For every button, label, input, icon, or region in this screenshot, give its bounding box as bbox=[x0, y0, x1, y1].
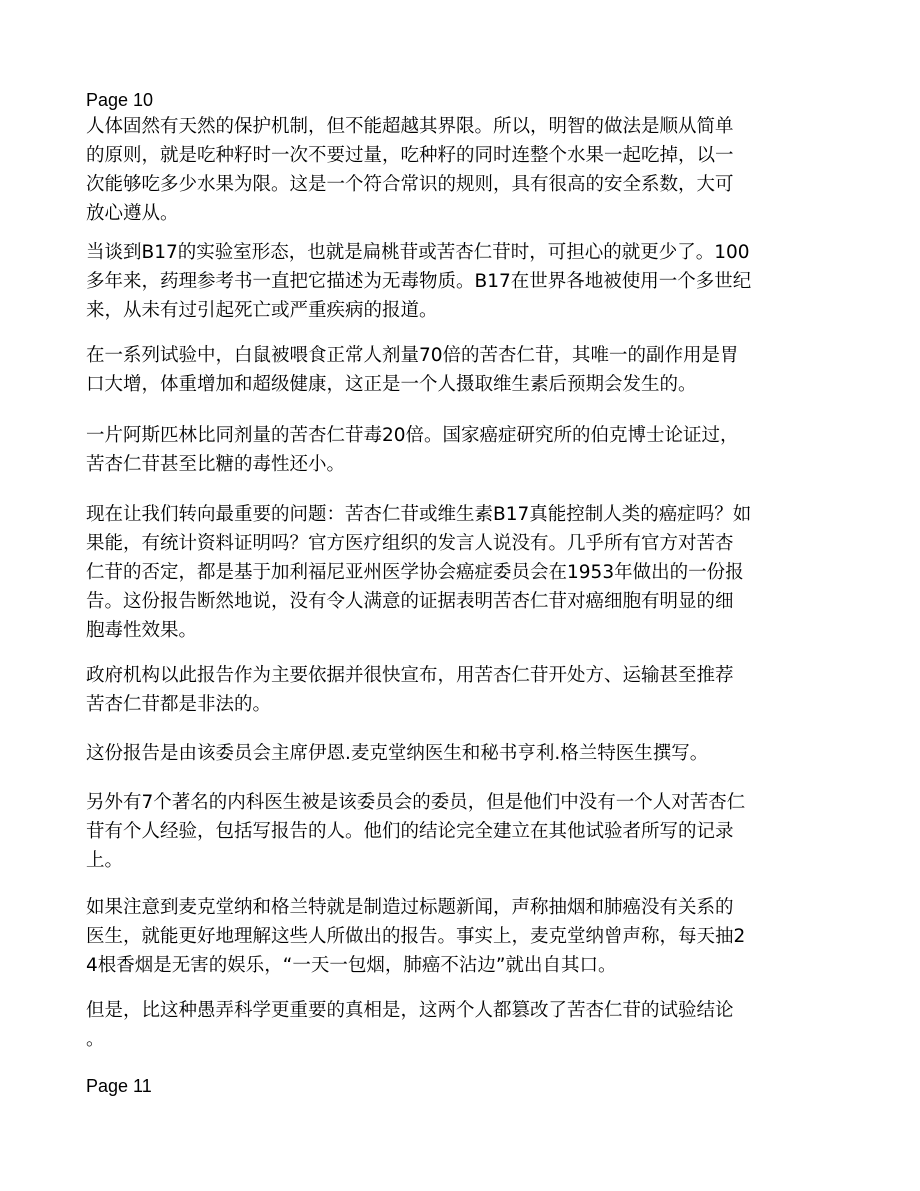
paragraph-8 bbox=[86, 788, 832, 875]
paragraph-6 bbox=[86, 661, 832, 719]
text-line: 4根香烟是无害的娱乐，“一天一包烟，肺癌不沾边”就出自其口。 bbox=[86, 955, 617, 976]
paragraph-5 bbox=[86, 500, 832, 645]
text-line: 苦杏仁苷甚至比糖的毒性还小。 bbox=[86, 454, 346, 475]
text-line: 另外有7个著名的内科医生被是该委员会的委员，但是他们中没有一个人对苦杏仁 bbox=[86, 792, 746, 813]
text-line: 现在让我们转向最重要的问题：苦杏仁苷或维生素B17真能控制人类的癌症吗？如 bbox=[86, 504, 752, 525]
page-marker-11: Page 11 bbox=[86, 1076, 152, 1096]
text-line: 当谈到B17的实验室形态，也就是扁桃苷或苦杏仁苷时，可担心的就更少了。100 bbox=[86, 242, 750, 263]
text-line: 在一系列试验中，白鼠被喂食正常人剂量70倍的苦杏仁苷，其唯一的副作用是胃 bbox=[86, 345, 739, 366]
text-line: 次能够吃多少水果为限。这是一个符合常识的规则，具有很高的安全系数，大可 bbox=[86, 174, 734, 195]
paragraph-3 bbox=[86, 341, 832, 399]
text-line: 果能，有统计资料证明吗？官方医疗组织的发言人说没有。几乎所有官方对苦杏 bbox=[86, 533, 734, 554]
page-marker-10: Page 10 bbox=[86, 90, 154, 110]
text-line: 苦杏仁苷都是非法的。 bbox=[86, 694, 272, 715]
text-line: 的原则，就是吃种籽时一次不要过量，吃种籽的同时连整个水果一起吃掉，以一 bbox=[86, 145, 734, 166]
text-line: 多年来，药理参考书一直把它描述为无毒物质。B17在世界各地被使用一个多世纪 bbox=[86, 271, 752, 292]
text-line: 人体固然有天然的保护机制，但不能超越其界限。所以，明智的做法是顺从简单 bbox=[86, 116, 734, 137]
text-line: 一片阿斯匹林比同剂量的苦杏仁苷毒20倍。国家癌症研究所的伯克博士论证过， bbox=[86, 425, 739, 446]
text-line: 医生，就能更好地理解这些人所做出的报告。事实上，麦克堂纳曾声称，每天抽2 bbox=[86, 926, 746, 947]
text-line: 来，从未有过引起死亡或严重疾病的报道。 bbox=[86, 300, 438, 321]
paragraph-7 bbox=[86, 739, 832, 768]
paragraph-1 bbox=[86, 112, 832, 228]
text-line: 这份报告是由该委员会主席伊恩.麦克堂纳医生和秘书亨利.格兰特医生撰写。 bbox=[86, 743, 709, 764]
text-line: 如果注意到麦克堂纳和格兰特就是制造过标题新闻，声称抽烟和肺癌没有关系的 bbox=[86, 897, 734, 918]
paragraph-9 bbox=[86, 893, 832, 980]
text-line: 告。这份报告断然地说，没有令人满意的证据表明苦杏仁苷对癌细胞有明显的细 bbox=[86, 591, 734, 612]
text-line: 但是，比这种愚弄科学更重要的真相是，这两个人都篡改了苦杏仁苷的试验结论 bbox=[86, 1000, 734, 1021]
text-line: 仁苷的否定，都是基于加利福尼亚州医学协会癌症委员会在1953年做出的一份报 bbox=[86, 562, 744, 583]
paragraph-2 bbox=[86, 238, 832, 325]
paragraph-10 bbox=[86, 996, 832, 1054]
text-line: 口大增，体重增加和超级健康，这正是一个人摄取维生素后预期会发生的。 bbox=[86, 374, 697, 395]
paragraph-4 bbox=[86, 421, 832, 479]
text-line: 上。 bbox=[86, 850, 124, 871]
text-line: 苷有个人经验，包括写报告的人。他们的结论完全建立在其他试验者所写的记录 bbox=[86, 821, 734, 842]
text-line: 放心遵从。 bbox=[86, 203, 179, 224]
text-line: 胞毒性效果。 bbox=[86, 620, 198, 641]
text-line: 。 bbox=[86, 1029, 105, 1050]
text-line: 政府机构以此报告作为主要依据并很快宣布，用苦杏仁苷开处方、运输甚至推荐 bbox=[86, 665, 734, 686]
